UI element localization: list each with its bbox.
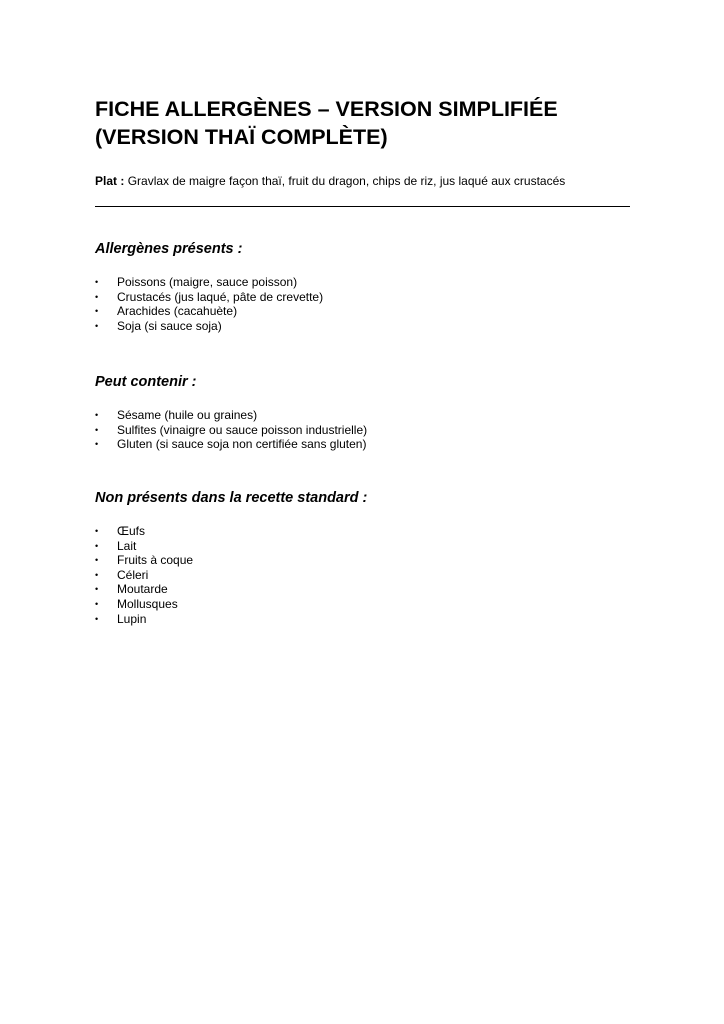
allergen-list [95,275,323,333]
list-item [95,437,367,452]
list-item [95,304,323,319]
list-item-text: Crustacés (jus laqué, pâte de crevette) [117,289,324,304]
bullet-icon: • [95,424,99,435]
section-not-present [95,489,655,626]
list-item [95,597,193,612]
page-title [95,95,655,151]
section-allergens-present [95,240,655,333]
list-item-text: Sésame (huile ou graines) [117,408,258,422]
section-may-contain [95,373,655,452]
list-item [95,539,193,554]
allergen-list [95,408,367,452]
title-line-2: (VERSION THAÏ COMPLÈTE) [95,125,388,149]
list-item [95,319,323,334]
list-item-text: Gluten (si sauce soja non certifiée sans gluten) [117,437,367,452]
bullet-icon: • [95,306,99,317]
dish-line [95,173,565,189]
bullet-icon: • [95,613,99,624]
dish-label: Plat : [95,174,125,188]
list-item-text: Œufs [117,524,146,538]
list-item-text: Poissons (maigre, sauce poisson) [117,275,298,289]
list-item-text: Céleri [117,567,149,582]
bullet-icon: • [95,277,99,287]
list-item [95,290,323,305]
list-item [95,275,323,290]
list-item [95,582,193,597]
list-item-text: Sulfites (vinaigre ou sauce poisson industrielle) [117,422,368,437]
bullet-icon: • [95,291,99,302]
bullet-icon: • [95,439,99,450]
list-item-text: Arachides (cacahuète) [117,304,238,319]
list-item [95,553,193,568]
bullet-icon: • [95,540,99,551]
bullet-icon: • [95,320,99,331]
bullet-icon: • [95,584,99,595]
horizontal-divider [95,206,630,207]
bullet-icon: • [95,569,99,580]
bullet-icon: • [95,526,99,536]
section-heading: Allergènes présents : [95,241,243,257]
list-item [95,568,193,583]
bullet-icon: • [95,555,99,566]
section-heading: Peut contenir : [95,374,197,390]
list-item-text: Fruits à coque [117,553,194,568]
section-heading: Non présents dans la recette standard : [95,490,368,506]
list-item [95,524,193,539]
list-item [95,408,367,423]
title-line-1: FICHE ALLERGÈNES – VERSION SIMPLIFIÉE [95,97,558,121]
list-item [95,423,367,438]
list-item-text: Lait [117,538,137,553]
list-item-text: Mollusques [117,596,178,611]
list-item-text: Soja (si sauce soja) [117,318,222,333]
bullet-icon: • [95,410,99,420]
allergen-list [95,524,193,626]
dish-value: Gravlax de maigre façon thaï, fruit du dragon, chips de riz, jus laqué aux crustacés [127,174,566,188]
list-item-text: Lupin [117,611,147,626]
list-item [95,612,193,627]
bullet-icon: • [95,598,99,609]
list-item-text: Moutarde [117,582,168,597]
